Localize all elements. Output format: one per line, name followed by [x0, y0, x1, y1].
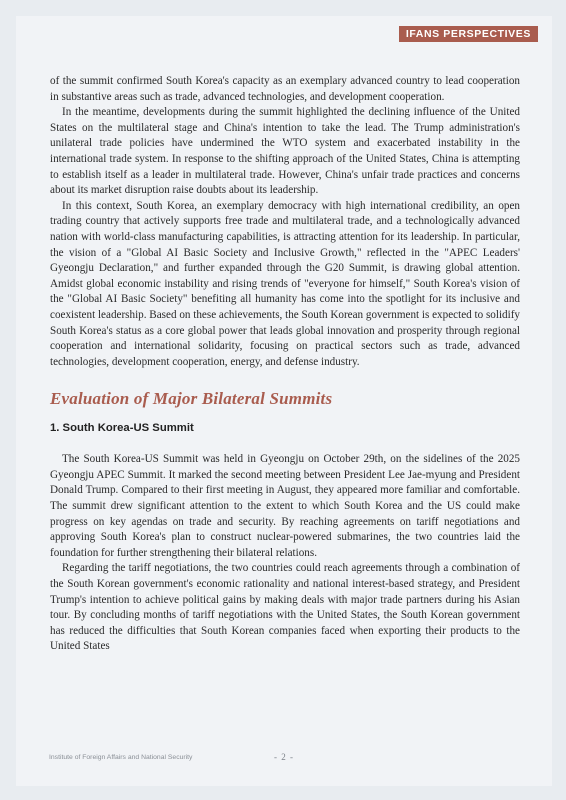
paragraph-us-decline: In the meantime, developments during the summit highlighted the declining influence of the United States on the multilateral stage and China's intention to take the lead. The Trump administration's unilateral trade policies have undermined the WTO system and exacerbated instability in the international trade system. In response to the shifting approach of the United States, China is attempting to establish itself as a leader in multilateral trade. However, China's unfair trade practices and concerns about its market disruption raise doubts about its leadership. [50, 106, 520, 197]
paragraph-tariff: Regarding the tariff negotiations, the two countries could reach agreements through a combination of the South Korean government's economic rationality and national interest-based strategy, and President Trump's intention to achieve political gains by making deals with major trade partners during his Asian tour. By concluding months of tariff negotiations with the United States, the South Korean government has reduced the difficulties that South Korean companies faced when exporting their products to the United States [50, 562, 520, 653]
subsection-heading: 1. South Korea-US Summit [50, 422, 194, 435]
paragraph-us-summit: The South Korea-US Summit was held in Gyeongju on October 29th, on the sidelines of the 2025 Gyeongju APEC Summit. It marked the second meeting between President Lee Jae-myung and President Donald Trump. Compared to their first meeting in August, they appeared more familiar and comfortable. The summit drew significant attention to the extent to which South Korea and the US could make progress on key agendas on trade and security. By reaching agreements on tariff negotiations and approving South Korea's plan to construct nuclear-powered submarines, the two countries laid the foundation for further strengthening their bilateral relations. [50, 453, 520, 559]
page-body [50, 74, 520, 655]
paragraph-korea-leadership: In this context, South Korea, an exemplary democracy with high international credibility, an open trading country that actively supports free trade and multilateral trade, and a technologically advanced nation with world-class manufacturing capabilities, is attracting attention for its leadership. In particular, the vision of a "Global AI Basic Society and Inclusive Growth," reflected in the "APEC Leaders' Gyeongju Declaration," and further expanded through the G20 Summit, is drawing global attention. Amidst global economic instability and rising trends of "everyone for himself," South Korea's vision of the "Global AI Basic Society" benefiting all humanity has come into the spotlight for its inclusive and coexistent leadership. Based on these achievements, the South Korean government is expected to solidify South Korea's status as a core global power that leads global innovation and prosperity through regional cooperation and international solidarity, focusing on practical sectors such as trade, advanced technologies, development cooperation, energy, and defense industry. [50, 199, 520, 368]
footer-institute: Institute of Foreign Affairs and National Security [49, 754, 193, 761]
paragraph-continuation: of the summit confirmed South Korea's capacity as an exemplary advanced country to lead cooperation in substantive areas such as trade, advanced technologies, and development cooperation. [50, 75, 520, 103]
document-page [16, 16, 552, 786]
section-heading: Evaluation of Major Bilateral Summits [50, 389, 333, 409]
header-badge: IFANS PERSPECTIVES [399, 26, 538, 42]
page-number: - 2 - [274, 752, 294, 762]
